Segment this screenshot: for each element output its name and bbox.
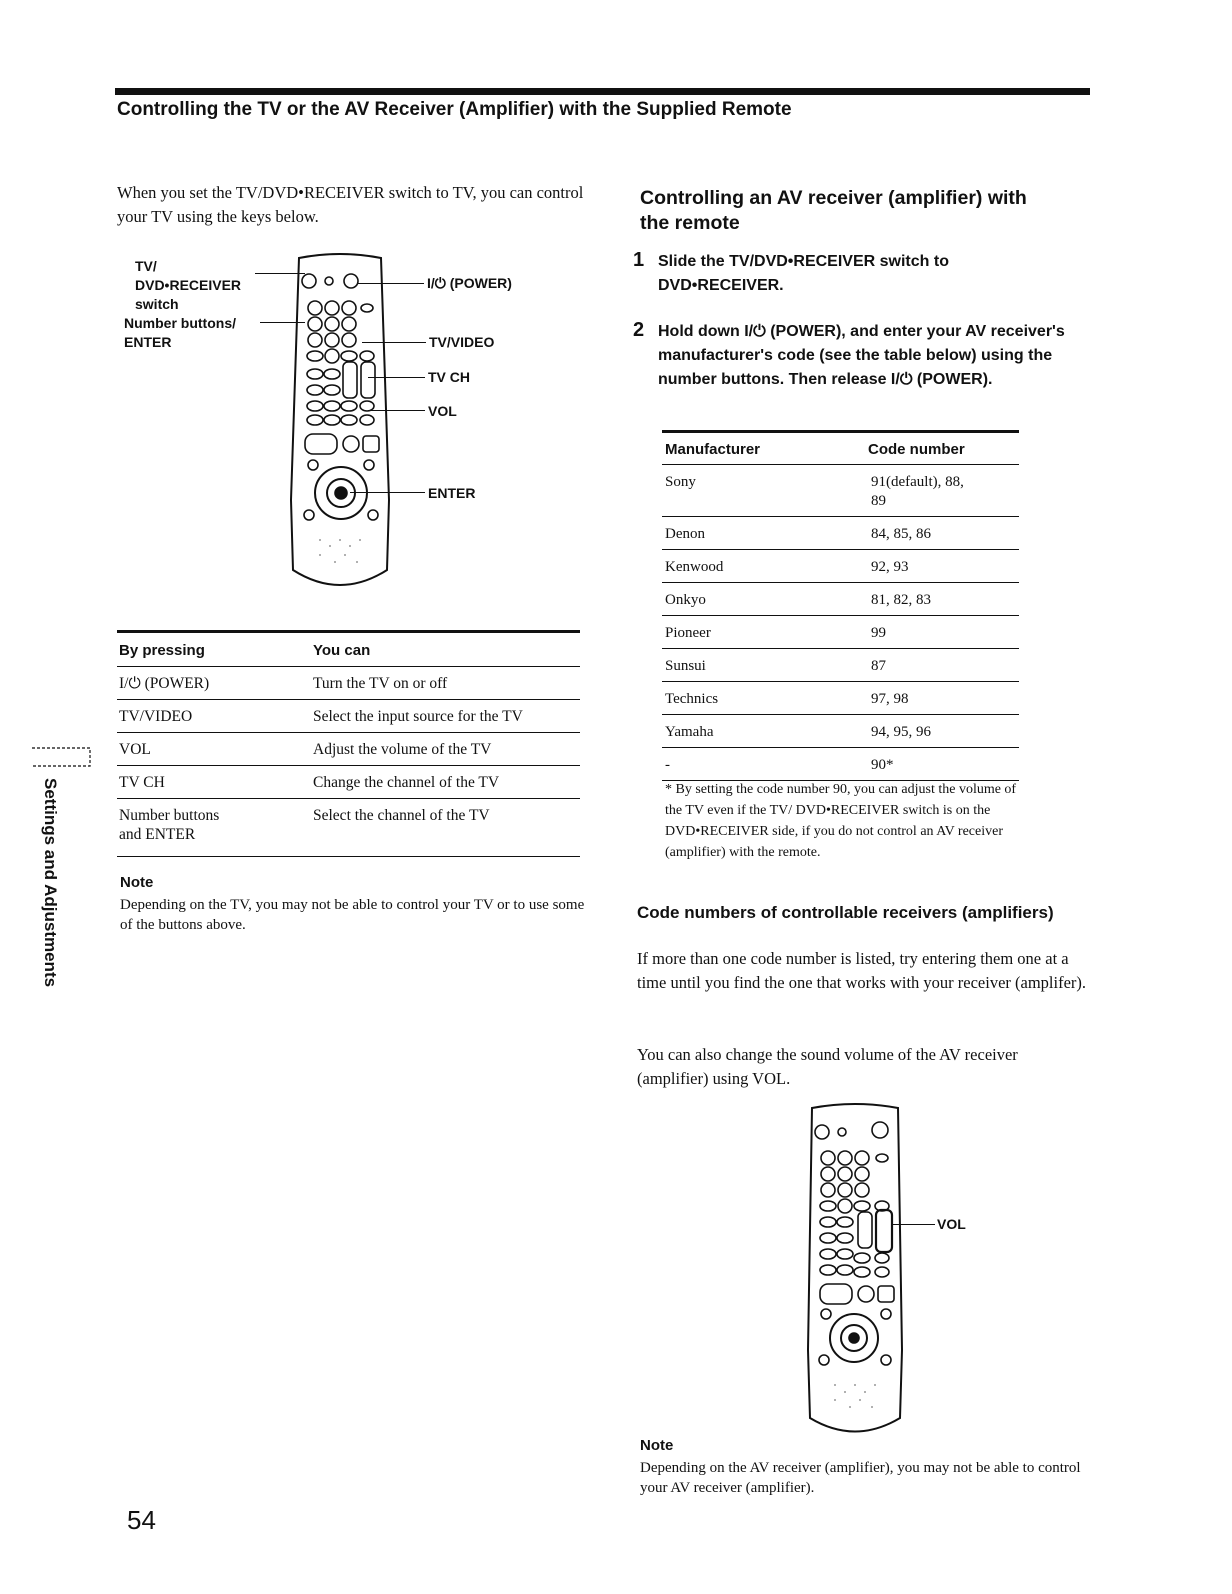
table-row [662, 517, 1019, 550]
table-header-cell: Manufacturer [662, 432, 865, 465]
callout-tv-switch-line2: DVD•RECEIVER [135, 277, 242, 293]
table-header-row [117, 632, 580, 667]
tv-keys-table [117, 630, 580, 857]
leader-line [362, 342, 426, 343]
table-cell: 87 [865, 649, 1019, 682]
table-cell: VOL [117, 733, 311, 766]
table-row [117, 667, 580, 700]
leader-line [260, 322, 305, 323]
table-row [662, 715, 1019, 748]
callout-tv-switch-line3: switch [135, 296, 179, 312]
table-row [662, 583, 1019, 616]
table-cell: 99 [865, 616, 1019, 649]
remote-control-vol-illustration [800, 1100, 910, 1445]
right-note-heading: Note [640, 1437, 674, 1454]
code-90-footnote: * By setting the code number 90, you can adjust the volume of the TV even if the TV/ DVD•RECEIVER switch is on the DVD•RECEIVER side, if you do not control an AV receiver (amplifier) with the remote. [665, 782, 1017, 860]
av-receiver-heading: Controlling an AV receiver (amplifier) with the remote [640, 187, 1027, 234]
table-cell: Change the channel of the TV [311, 766, 580, 799]
remote-control-illustration [285, 250, 395, 600]
left-intro-paragraph: When you set the TV/DVD•RECEIVER switch to TV, you can control your TV using the keys below. [117, 183, 584, 226]
table-cell: Sunsui [662, 649, 865, 682]
table-cell: - [662, 748, 865, 781]
leader-line [893, 1224, 935, 1225]
callout-number-buttons-line2: ENTER [124, 334, 172, 350]
table-row [662, 616, 1019, 649]
vol-change-text: You can also change the sound volume of the AV receiver (amplifier) using VOL. [637, 1045, 1018, 1088]
table-cell: 94, 95, 96 [865, 715, 1019, 748]
header-rule [115, 88, 1090, 95]
table-row [117, 766, 580, 799]
page-title: Controlling the TV or the AV Receiver (Amplifier) with the Supplied Remote [117, 99, 792, 120]
table-header-row [662, 432, 1019, 465]
leader-line [358, 283, 424, 284]
table-row [662, 649, 1019, 682]
callout-vol-right: VOL [937, 1216, 966, 1232]
table-cell: Sony [662, 465, 865, 517]
step-text: Hold down I/⏻ (POWER), and enter your AV receiver's manufacturer's code (see the table below) using the number buttons. Then release I/⏻ (POWER). [658, 323, 1065, 388]
table-cell: Onkyo [662, 583, 865, 616]
table-cell: Yamaha [662, 715, 865, 748]
section-tab-marker [30, 746, 92, 768]
table-cell: 91(default), 88, 89 [865, 465, 1019, 517]
step-1 [633, 250, 1073, 298]
callout-tv-switch-line1: TV/ [135, 258, 157, 274]
table-cell: I/⏻ (POWER) [117, 667, 311, 700]
step-number: 1 [633, 249, 645, 271]
step-2 [633, 320, 1073, 392]
table-row [117, 799, 580, 857]
callout-enter: ENTER [428, 485, 476, 501]
table-row [117, 733, 580, 766]
table-cell: 84, 85, 86 [865, 517, 1019, 550]
table-cell: TV/VIDEO [117, 700, 311, 733]
section-tab-label: Settings and Adjustments [41, 778, 60, 988]
step-text: Slide the TV/DVD•RECEIVER switch to DVD•RECEIVER. [658, 253, 949, 294]
table-cell: Select the channel of the TV [311, 799, 580, 857]
leader-line [368, 377, 425, 378]
table-row [662, 748, 1019, 781]
table-cell: TV CH [117, 766, 311, 799]
callout-number-buttons-line1: Number buttons/ [124, 315, 236, 331]
page-number: 54 [127, 1505, 156, 1535]
table-row [662, 682, 1019, 715]
table-cell: 97, 98 [865, 682, 1019, 715]
callout-tvvideo: TV/VIDEO [429, 334, 495, 350]
table-cell: 81, 82, 83 [865, 583, 1019, 616]
table-cell: Select the input source for the TV [311, 700, 580, 733]
table-row [662, 550, 1019, 583]
table-cell: Denon [662, 517, 865, 550]
leader-line [350, 492, 425, 493]
table-cell: 92, 93 [865, 550, 1019, 583]
table-cell: Adjust the volume of the TV [311, 733, 580, 766]
code-numbers-text: If more than one code number is listed, try entering them one at a time until you find the one that works with your receiver (amplifer). [637, 949, 1087, 992]
left-note-heading: Note [120, 874, 154, 891]
callout-number-buttons [124, 314, 236, 352]
table-cell: Number buttons and ENTER [117, 799, 311, 857]
table-header-cell: Code number [865, 432, 1019, 465]
callout-power: I/⏻ (POWER) [427, 275, 512, 291]
right-note-text: Depending on the AV receiver (amplifier), you may not be able to control your AV receiver (amplifier). [640, 1460, 1081, 1496]
manufacturer-code-table [662, 430, 1019, 781]
code-numbers-heading: Code numbers of controllable receivers (amplifiers) [637, 903, 1054, 922]
table-cell: Pioneer [662, 616, 865, 649]
callout-vol: VOL [428, 403, 457, 419]
table-cell: 90* [865, 748, 1019, 781]
callout-tv-switch [135, 257, 241, 314]
callout-tvch: TV CH [428, 369, 470, 385]
table-header-cell: You can [311, 632, 580, 667]
leader-line [255, 273, 305, 274]
table-header-cell: By pressing [117, 632, 311, 667]
table-cell: Kenwood [662, 550, 865, 583]
table-cell: Turn the TV on or off [311, 667, 580, 700]
step-number: 2 [633, 319, 645, 341]
table-row [117, 700, 580, 733]
left-note-text: Depending on the TV, you may not be able to control your TV or to use some of the buttons above. [120, 897, 585, 933]
table-cell: Technics [662, 682, 865, 715]
leader-line [368, 410, 425, 411]
table-row [662, 465, 1019, 517]
